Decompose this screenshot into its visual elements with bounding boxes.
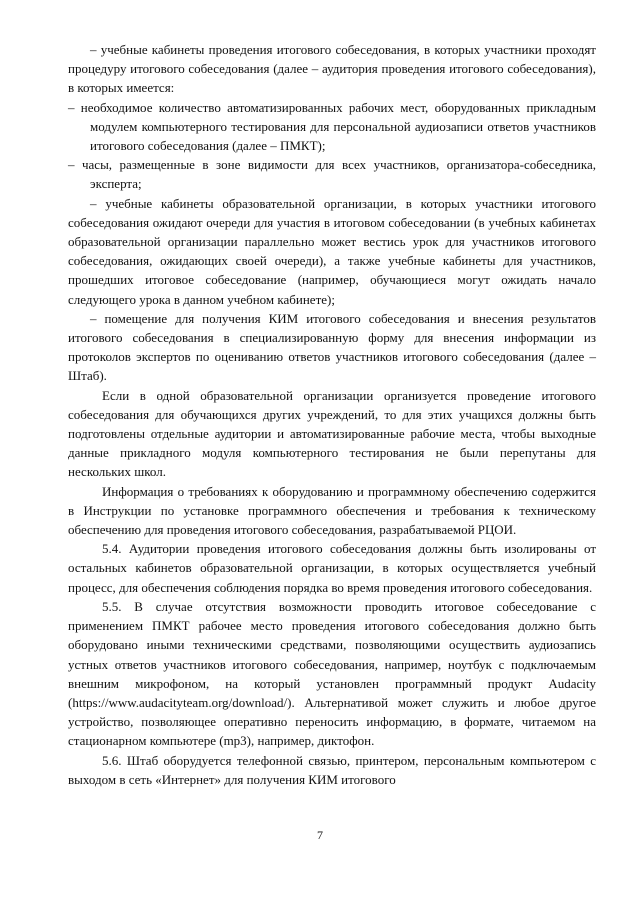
paragraph-requirements: Информация о требованиях к оборудованию и программному обеспечению содержится в Инструкции по установке программного обеспечения и требования к техническому обеспечению для проведения итогового собеседования, разрабатываемой РЦОИ. bbox=[68, 483, 596, 538]
paragraph-5-5: 5.5. В случае отсутствия возможности проводить итоговое собеседование с применением ПМКТ рабочее место проведения итогового собеседования должно быть оборудовано иными техническими средствами, позволяющими осуществить аудиозапись устных ответов участников итогового собеседования, например, ноутбук с подключаемым внешним микрофоном, на который установлен программный продукт Audacity (https://www.audacityteam.org/download/). Альтернативой может служить и любое другое устройство, позволяющее оперативно переносить информацию, в формате, читаемом на стационарном компьютере (mp3), например, диктофон. bbox=[68, 598, 596, 749]
list-item-workstations: – необходимое количество автоматизированных рабочих мест, оборудованных прикладным модулем компьютерного тестирования для персональной аудиозаписи ответов участников итогового собеседования (далее – ПМКТ); bbox=[68, 99, 596, 154]
document-body bbox=[68, 40, 596, 789]
list-item-clock: – часы, размещенные в зоне видимости для всех участников, организатора-собеседника, эксперта; bbox=[68, 157, 596, 192]
paragraph-headquarters: – помещение для получения КИМ итогового собеседования и внесения результатов итогового собеседования в специализированную форму для внесения информации из протоколов экспертов по оцениванию ответов участников итогового собеседования (далее – Штаб). bbox=[68, 310, 596, 384]
paragraph-5-4: 5.4. Аудитории проведения итогового собеседования должны быть изолированы от остальных кабинетов образовательной организации, в которых осуществляется учебный процесс, для обеспечения соблюдения порядка во время проведения итогового собеседования. bbox=[68, 541, 596, 595]
page-number: 7 bbox=[317, 828, 323, 842]
paragraph-5-6: 5.6. Штаб оборудуется телефонной связью, принтером, персональным компьютером с выходом в сеть «Интернет» для получения КИМ итогового bbox=[68, 752, 596, 787]
paragraph-classrooms: – учебные кабинеты проведения итогового собеседования, в которых участники проходят процедуру итогового собеседования (далее – аудитория проведения итогового собеседования), в которых имеется: bbox=[68, 42, 596, 96]
paragraph-waiting-rooms: – учебные кабинеты образовательной организации, в которых участники итогового собеседования ожидают очереди для участия в итоговом собеседовании (в учебных кабинетах образовательной организации параллельно может вестись урок для участников итогового собеседования, ожидающих своей очереди), а также учебные кабинеты для участников, прошедших итоговое собеседование (например, обучающиеся могут ожидать начало следующего урока в данном учебном кабинете); bbox=[68, 195, 596, 307]
paragraph-other-schools: Если в одной образовательной организации организуется проведение итогового собеседования для обучающихся других учреждений, то для этих учащихся должны быть подготовлены отдельные аудитории и автоматизированные рабочие места, чтобы выходные данные прикладного модуля компьютерного тестирования не были перепутаны для нескольких школ. bbox=[68, 387, 596, 480]
